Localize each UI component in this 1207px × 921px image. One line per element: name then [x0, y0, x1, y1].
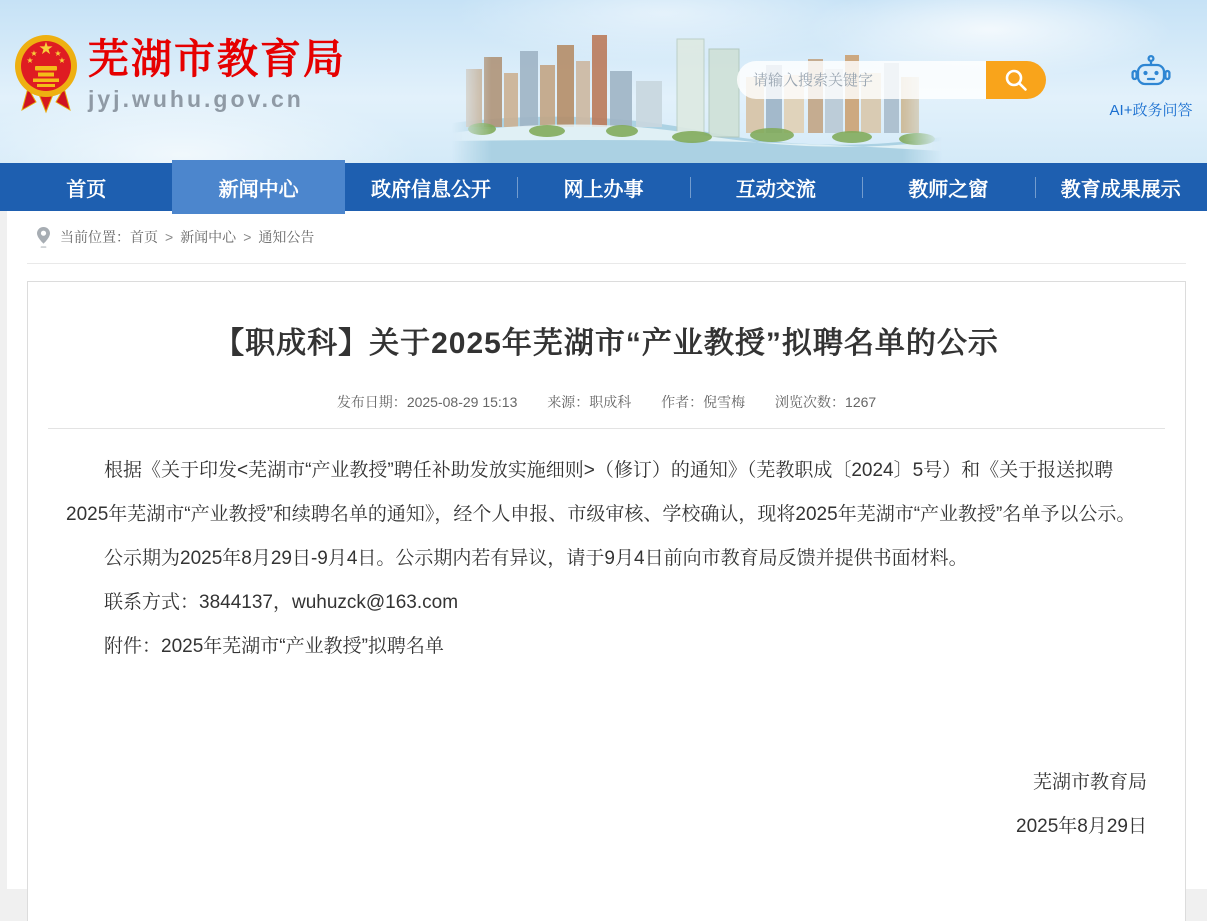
ai-qa-entry[interactable] [1101, 54, 1201, 120]
article-body [66, 449, 1147, 849]
nav-item-news-center[interactable]: 新闻中心 [172, 160, 344, 214]
svg-text:★: ★ [58, 56, 66, 65]
national-emblem-icon [12, 30, 80, 116]
signature-org: 芜湖市教育局 [1032, 772, 1147, 793]
article-meta [28, 392, 1185, 412]
nav-item-home[interactable]: 首页 [66, 178, 107, 201]
location-pin-icon [36, 226, 51, 249]
paragraph-publicity-period: 公示期为2025年8月29日-9月4日。公示期内若有异议，请于9月4日前向市教育局反馈并提供书面材料。 [104, 548, 968, 569]
robot-icon [1130, 54, 1172, 92]
paragraph-basis: 根据《关于印发<芜湖市“产业教授”聘任补助发放实施细则>（修订）的通知》（芜教职成〔2024〕5号）和《关于报送拟聘2025年芜湖市“产业教授”和续聘名单的通知》，经个人申报、市级审核、学校确认，现将2025年芜湖市“产业教授”名单予以公示。 [66, 460, 1136, 525]
site-header [0, 0, 1207, 163]
breadcrumb-home[interactable]: 首页 [130, 229, 158, 245]
article-container [27, 281, 1186, 921]
site-url: jyj.wuhu.gov.cn [88, 86, 304, 113]
search-bar [737, 61, 1046, 99]
signature-date: 2025年8月29日 [1016, 816, 1147, 837]
site-name: 芜湖市教育局 [88, 36, 346, 82]
nav-item-interaction[interactable]: 互动交流 [690, 163, 862, 211]
page-content-area [7, 211, 1207, 889]
search-icon [1003, 67, 1029, 93]
meta-author: 作者：倪雪梅 [661, 394, 746, 410]
breadcrumb-news-center[interactable]: 新闻中心 [180, 229, 237, 245]
attachment-line: 附件：2025年芜湖市“产业教授”拟聘名单 [104, 636, 444, 657]
nav-item-online-services[interactable]: 网上办事 [517, 163, 689, 211]
site-logo-text[interactable] [88, 38, 346, 113]
svg-text:★: ★ [38, 39, 54, 59]
ai-qa-label: AI+政务问答 [1109, 102, 1193, 119]
breadcrumb-label: 当前位置： [60, 229, 130, 245]
breadcrumb-separator: > [243, 229, 252, 245]
article-title: 【职成科】关于2025年芜湖市“产业教授”拟聘名单的公示 [214, 327, 999, 360]
svg-text:★: ★ [54, 49, 62, 58]
contact-line: 联系方式：3844137，wuhuzck@163.com [104, 592, 459, 613]
nav-item-achievements[interactable]: 教育成果展示 [1035, 163, 1207, 211]
breadcrumb-notices[interactable]: 通知公告 [258, 229, 315, 245]
nav-item-gov-info[interactable]: 政府信息公开 [371, 178, 492, 201]
search-input[interactable] [737, 61, 986, 99]
nav-item-teachers-window[interactable]: 教师之窗 [862, 163, 1034, 211]
main-nav [0, 163, 1207, 211]
meta-views: 浏览次数：1267 [775, 394, 877, 410]
svg-text:★: ★ [30, 49, 38, 58]
meta-source: 来源：职成科 [547, 394, 632, 410]
signature-block [66, 761, 1147, 849]
breadcrumb [7, 211, 1207, 263]
meta-divider [48, 428, 1165, 429]
breadcrumb-divider [27, 263, 1186, 264]
meta-publish-date: 发布日期：2025-08-29 15:13 [336, 394, 518, 410]
search-button[interactable] [986, 61, 1046, 99]
svg-text:★: ★ [26, 56, 34, 65]
breadcrumb-separator: > [165, 229, 174, 245]
